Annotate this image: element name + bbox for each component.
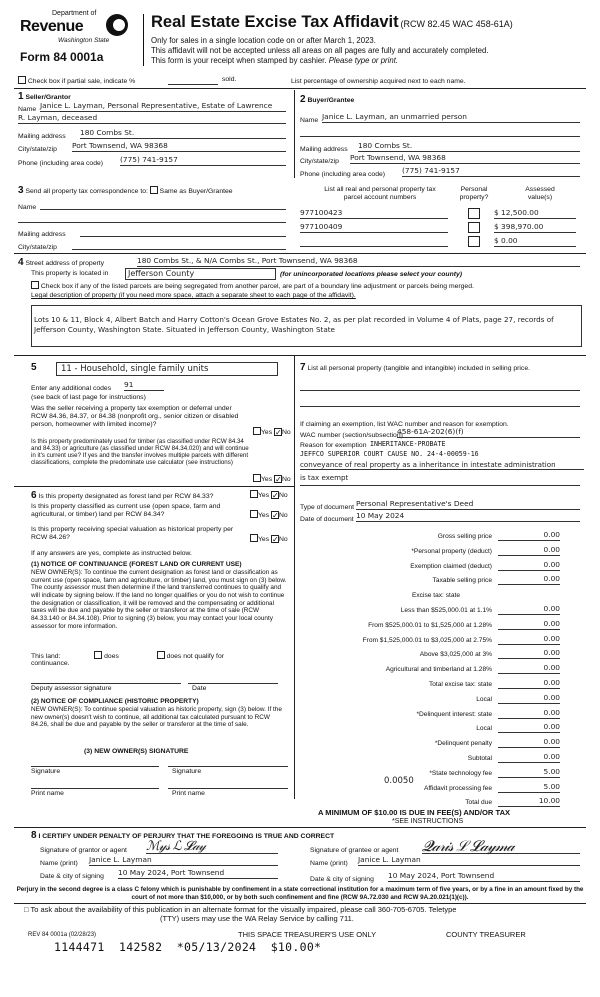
tax-row-label: *Delinquent interest: state <box>416 711 492 718</box>
s6-q3-no-label: No <box>278 536 288 543</box>
buyer-name-field[interactable]: Janice L. Layman, an unmarried person <box>322 113 580 123</box>
owner-print-line-1 <box>31 788 159 789</box>
tax-row-label: Less than $525,000.01 at 1.1% <box>400 607 492 614</box>
s5-q2-no-label: No <box>281 476 291 483</box>
accessibility-text-1: To ask about the availability of this publication in an alternate format for the visually impaired, please call 360-705-6705. Teletype <box>30 905 457 914</box>
s3-mail-label: Mailing address <box>18 231 66 238</box>
deputy-date-label: Date <box>192 685 207 692</box>
s5-q2-answer <box>253 474 291 484</box>
tax-row-value[interactable]: 5.00 <box>498 783 560 793</box>
tax-row-label: Local <box>476 725 492 732</box>
divider-s5-s7 <box>294 356 295 799</box>
rule-s6 <box>14 486 294 487</box>
tax-row-label: Taxable selling price <box>432 577 492 584</box>
new-owner-sig-title: (3) NEW OWNER(S) SIGNATURE <box>84 748 189 755</box>
s6-q2-no-label: No <box>278 512 288 519</box>
form-citation: (RCW 82.45 WAC 458-61A) <box>400 19 513 29</box>
continuance-title: (1) NOTICE OF CONTINUANCE (FOREST LAND OR CURRENT USE) <box>31 561 242 568</box>
reason-line-4[interactable]: is tax exempt <box>300 473 349 482</box>
codes-note: (see back of last page for instructions) <box>31 394 146 401</box>
partial-sale-label: Check box if partial sale, indicate % <box>27 78 136 85</box>
seller-name-label: Name <box>18 106 37 113</box>
doc-date-field[interactable]: 10 May 2024 <box>356 512 580 522</box>
owner-signature-label-2: Signature <box>172 768 202 775</box>
s3-name-label: Name <box>18 204 37 211</box>
accessibility-bullet-icon: □ <box>24 905 31 914</box>
owner-sig-line-2 <box>168 766 288 767</box>
legal-label: Legal description of property (if you need more space, attach a separate sheet to each page of the affidavit). <box>31 292 356 299</box>
parcel-header-1: List all real and personal property tax <box>324 186 436 193</box>
rule-s5 <box>14 355 586 356</box>
tax-row-label: Subtotal <box>467 755 492 762</box>
does-not-qualify-label: does not qualify for <box>166 653 224 660</box>
s6-q2-no-checkbox[interactable]: ✓ <box>271 511 279 520</box>
tax-row-label: From $525,000.01 to $1,525,000 at 1.28% <box>368 622 492 629</box>
s6-q2: Is this property classified as current use (open space, farm and agricultural, or timber) land per RCW 84.34? <box>31 503 221 518</box>
seller-name-line-1[interactable]: Janice L. Layman, Personal Representative, Estate of Lawrence <box>40 102 286 112</box>
tax-row-value[interactable]: 0.00 <box>498 605 560 615</box>
grantor-sig-label: Signature of grantor or agent <box>40 847 127 854</box>
tax-row-label: Exemption claimed (deduct) <box>410 563 492 570</box>
s3-mail-field[interactable] <box>80 227 286 237</box>
s5-q2: Is this property predominately used for timber (as classified under RCW 84.34 and 84.33) or agriculture (as classified under RCW 84.34.020) and will continue in it's current use? If yes and the transfer involves multiple parcels with different classifications, complete the predominate use calculator (see instructions) <box>31 438 249 467</box>
parcel-number-1[interactable]: 977100423 <box>300 209 448 219</box>
street-label: Street address of property <box>25 260 105 267</box>
tax-row-value[interactable]: 0.00 <box>498 620 560 630</box>
perjury-notice: Perjury in the second degree is a class C felony which is punishable by confinement in a state correctional institution for a maximum term of five years, or by a fine in an amount fixed by the court of not more than $10,000, or by both such confinement and fine (RCW 9A.72.030 and RCW 9A.20.021(1)(c)). <box>16 886 584 901</box>
section-8-title: I CERTIFY UNDER PENALTY OF PERJURY THAT THE FOREGOING IS TRUE AND CORRECT <box>38 833 335 840</box>
seller-city-field[interactable]: Port Townsend, WA 98368 <box>72 142 286 152</box>
minimum-due-note: A MINIMUM OF $10.00 IS DUE IN FEE(S) AND/OR TAX <box>318 808 511 817</box>
owner-print-line-2 <box>168 788 288 789</box>
personal-checkbox-1[interactable] <box>468 208 480 219</box>
partial-sale-sold-label: sold. <box>222 76 237 83</box>
location-label: This property is located in <box>31 270 109 277</box>
header-divider <box>143 14 144 66</box>
s5-q1-no-checkbox[interactable]: ✓ <box>274 428 282 437</box>
section-7-number: 7 <box>300 362 306 373</box>
section-1-title: Seller/Grantor <box>25 94 71 101</box>
historic-text: NEW OWNER(S): To continue special valuation as historic property, sign (3) below. If the new owner(s) doesn't wish to continue, all additional tax calculated pursuant to RCW 84.26, shall be due and payable by the seller or transferor at the time of sale. <box>31 706 282 729</box>
tax-row-value[interactable]: 10.00 <box>498 797 560 807</box>
buyer-name-line-2 <box>300 136 580 137</box>
doc-date-label: Date of document <box>300 516 354 523</box>
section-3-title: Send all property tax correspondence to: <box>25 188 148 195</box>
grantor-signature-mark: ℳ𝓎𝓈 ℒ 𝓛𝒶𝓎 <box>146 839 206 854</box>
logo-state-text: Washington State <box>58 37 110 44</box>
does-qualify-checkbox[interactable] <box>94 651 102 659</box>
segregated-row <box>31 281 474 291</box>
parcel-number-2[interactable]: 977100409 <box>300 223 448 233</box>
assessed-value-3[interactable]: $ 0.00 <box>494 237 576 247</box>
s3-city-field[interactable] <box>72 240 286 250</box>
tax-row-label: From $1,525,000.01 to $3,025,000 at 2.75% <box>362 637 492 644</box>
s6-q2-yes-label: Yes <box>258 512 270 519</box>
owner-sig-line-1 <box>31 766 159 767</box>
s5-q1-answer <box>253 427 291 437</box>
s5-q1-yes-label: Yes <box>261 429 273 436</box>
section-2-title: Buyer/Grantee <box>307 97 355 104</box>
owner-print-label-1: Print name <box>31 790 64 797</box>
additional-codes-label: Enter any additional codes <box>31 385 112 392</box>
reason-line-3[interactable]: conveyance of real property as a inheritance in intestate administration <box>300 461 584 470</box>
buyer-phone-label: Phone (including area code) <box>300 171 386 178</box>
s6-q1-no-checkbox[interactable]: ✓ <box>271 491 279 500</box>
buyer-mail-label: Mailing address <box>300 146 348 153</box>
divider-s1-s2 <box>294 90 295 178</box>
s6-q1-no-label: No <box>278 492 288 499</box>
tax-row-value[interactable]: 5.00 <box>498 768 560 778</box>
tax-row-value[interactable]: 0.00 <box>498 709 560 719</box>
parcel-header-2: parcel account numbers <box>343 194 417 201</box>
section-8-number: 8 <box>31 830 37 841</box>
rule-footer <box>14 903 586 904</box>
buyer-city-label: City/state/zip <box>300 158 339 165</box>
tax-row-label: Total excise tax: state <box>428 681 492 688</box>
legal-description-field[interactable]: Lots 10 & 11, Block 4, Albert Batch and Harry Cotton's Ocean Grove Estates No. 2, as per plat recorded in Volume 4 of Plats, page 27, records of Jefferson County, Washington State. Situated in Jefferson County, Washington State <box>31 305 582 347</box>
rule-top <box>14 88 586 89</box>
logo-brand-text: Revenue <box>20 18 84 35</box>
s6-q1-yes-label: Yes <box>258 492 270 499</box>
section-3-number: 3 <box>18 185 24 196</box>
same-as-buyer-checkbox[interactable] <box>150 186 158 194</box>
wac-label: WAC number (section/subsection) <box>300 432 403 439</box>
use-code-select[interactable]: 11 - Household, single family units <box>56 362 278 376</box>
assessed-value-1[interactable]: $ 12,500.00 <box>494 209 576 219</box>
parcel-number-3[interactable] <box>300 237 448 247</box>
grantor-date-field[interactable]: 10 May 2024, Port Townsend <box>118 869 278 879</box>
partial-sale-checkbox[interactable] <box>18 76 26 84</box>
seller-mail-field[interactable]: 180 Combs St. <box>80 129 286 139</box>
s6-q1-yes-checkbox[interactable] <box>250 490 258 498</box>
tax-row-label: Above $3,025,000 at 3% <box>419 651 492 658</box>
form-title: Real Estate Excise Tax Affidavit <box>151 13 399 31</box>
county-treasurer-label: COUNTY TREASURER <box>446 930 526 939</box>
logo-dept-text: Department of <box>52 10 97 17</box>
tax-row-value[interactable]: 0.00 <box>498 575 560 585</box>
section-1-number: 1 <box>18 91 24 102</box>
s6-q3-yes-checkbox[interactable] <box>250 534 258 542</box>
buyer-city-field[interactable]: Port Townsend, WA 98368 <box>350 154 580 164</box>
buyer-phone-field[interactable]: (775) 741-9157 <box>402 167 580 177</box>
seller-name-line-2[interactable]: R. Layman, deceased <box>18 114 286 124</box>
header-note-3a: This form is your receipt when stamped by cashier. <box>151 56 327 65</box>
section-2-number: 2 <box>300 94 306 105</box>
form-number: Form 84 0001a <box>20 50 104 64</box>
doc-type-label: Type of document <box>300 504 355 511</box>
partial-sale-row <box>18 76 237 86</box>
tax-row-label: Gross selling price <box>437 533 492 540</box>
assessed-value-2[interactable]: $ 398,970.00 <box>494 223 576 233</box>
s5-q1: Was the seller receiving a property tax exemption or deferral under RCW 84.36, 84.37, or 84.38 (nonprofit org., senior citizen or disabled person, homeowner with limited income)? <box>31 405 239 428</box>
grantee-signature-mark: 𝓠𝒶𝓇𝒾𝓈 ℒ 𝓛𝒶𝓎𝓂𝒶 <box>422 837 514 855</box>
section-4-number: 4 <box>18 257 24 268</box>
location-note: (for unincorporated locations please select your county) <box>280 271 463 278</box>
grantee-name-field[interactable]: Janice L. Layman <box>358 856 580 866</box>
grantee-signature[interactable] <box>422 838 580 854</box>
s6-q1 <box>31 490 213 502</box>
grantee-date-field[interactable]: 10 May 2024, Port Townsend <box>388 872 580 882</box>
seller-mail-label: Mailing address <box>18 133 66 140</box>
s6-q3-answer <box>250 534 288 544</box>
ownership-note: List percentage of ownership acquired next to each name. <box>291 78 466 85</box>
reason-line-1[interactable]: INHERITANCE-PROBATE <box>370 440 446 448</box>
tax-row-label: Total due <box>465 799 492 806</box>
same-as-buyer-label: Same as Buyer/Grantee <box>159 188 233 195</box>
historic-title: (2) NOTICE OF COMPLIANCE (HISTORIC PROPERTY) <box>31 698 199 705</box>
assessed-header-1: Assessed <box>525 186 555 193</box>
receipt-stamp: 1144471 142582 *05/13/2024 $10.00* <box>54 940 322 954</box>
this-land-label: This land: <box>31 653 61 660</box>
section-5-number: 5 <box>31 362 37 373</box>
tax-row-value[interactable]: 0.00 <box>498 723 560 733</box>
seller-phone-field[interactable]: (775) 741-9157 <box>120 156 286 166</box>
personal-header-1: Personal <box>460 186 488 193</box>
deputy-sig-line <box>31 683 181 684</box>
s3-name-field[interactable] <box>40 200 286 210</box>
personal-header-2: property? <box>459 194 489 201</box>
personal-prop-line-2 <box>300 406 580 407</box>
grantor-name-field[interactable]: Janice L. Layman <box>89 856 278 866</box>
tax-row-label: *State technology fee <box>429 770 492 777</box>
street-address-field[interactable]: 180 Combs St., & N/A Combs St., Port Townsend, WA 98368 <box>137 257 580 267</box>
s5-q1-yes-checkbox[interactable] <box>253 427 261 435</box>
seller-city-label: City/state/zip <box>18 146 57 153</box>
rule-s8 <box>14 827 586 828</box>
treasurer-space-label: THIS SPACE TREASURER'S USE ONLY <box>238 930 377 939</box>
continuance-text: NEW OWNER(S): To continue the current designation as forest land or classification as current use (open space, farm and agriculture, or timber) land, you must sign on (3) below. The county assessor must then determine if the land transferred continues to qualify and will indicate by signing below. If the land no longer qualifies or you do not wish to continue the designation or classification, it will be removed and the compensating or additional taxes will be due and payable by the seller or transferor at the time of sale (RCW 84.33.140 or 84.34.108). Prior to signing (3) below, you may contact your local county assessor for more information. <box>31 569 287 630</box>
deputy-sig-label: Deputy assessor signature <box>31 685 112 692</box>
seller-phone-label: Phone (including area code) <box>18 160 104 167</box>
tax-row-label: *Personal property (deduct) <box>411 548 492 555</box>
continuance-word: continuance. <box>31 660 70 667</box>
accessibility-line-2: (TTY) users may use the WA Relay Service by calling 711. <box>160 914 354 923</box>
revision-label: REV 84 0001a (02/28/23) <box>28 932 97 938</box>
tax-row-value[interactable]: 0.00 <box>498 561 560 571</box>
tax-row-value[interactable]: 0.00 <box>498 679 560 689</box>
form-title-row <box>151 13 513 32</box>
reason-label: Reason for exemption <box>300 442 367 449</box>
segregated-label: Check box if any of the listed parcels are being segregated from another parcel, are part of a boundary line adjustment or parcels being merged. <box>40 283 474 290</box>
s5-q2-yes-label: Yes <box>261 476 273 483</box>
owner-signature-label-1: Signature <box>31 768 61 775</box>
s5-q1-no-label: No <box>281 429 291 436</box>
reason-underline <box>300 485 580 486</box>
additional-codes-field[interactable]: 91 <box>124 381 164 391</box>
header-note-2: This affidavit will not be accepted unless all areas on all pages are fully and accurately completed. <box>151 46 489 55</box>
tax-row-label: Affidavit processing fee <box>423 785 492 792</box>
personal-checkbox-2[interactable] <box>468 222 480 233</box>
local-rate: 0.0050 <box>384 776 414 786</box>
tax-row-value[interactable]: 0.00 <box>498 753 560 763</box>
s6-q2-yes-checkbox[interactable] <box>250 510 258 518</box>
assessed-header-2: value(s) <box>527 194 553 201</box>
s3-city-label: City/state/zip <box>18 244 57 251</box>
s6-q3-no-checkbox[interactable]: ✓ <box>271 535 279 544</box>
section-7-title: List all personal property (tangible and intangible) included in selling price. <box>307 365 530 372</box>
s6-q1-answer <box>250 490 288 500</box>
partial-sale-percent-input[interactable] <box>168 84 218 85</box>
owner-print-label-2: Print name <box>172 790 205 797</box>
doc-type-field[interactable]: Personal Representative's Deed <box>356 500 580 510</box>
grantee-date-label: Date & city of signing <box>310 876 374 883</box>
tax-row-value[interactable]: 0.00 <box>498 649 560 659</box>
grantee-name-label: Name (print) <box>310 860 348 867</box>
wac-field[interactable]: 458-61A-202(6)(f) <box>397 428 580 438</box>
does-qualify-label: does <box>104 653 119 660</box>
buyer-name-label: Name <box>300 117 319 124</box>
grantor-name-label: Name (print) <box>40 860 78 867</box>
grantee-sig-label: Signature of grantee or agent <box>310 847 399 854</box>
header-note-3b: Please type or print. <box>328 56 399 65</box>
buyer-mail-field[interactable]: 180 Combs St. <box>358 142 580 152</box>
reason-line-2[interactable]: JEFFCO SUPERIOR COURT CAUSE NO. 24-4-00059-16 <box>300 450 479 458</box>
deputy-date-line <box>188 683 278 684</box>
grantor-date-label: Date & city of signing <box>40 873 104 880</box>
tax-row-label: Local <box>476 696 492 703</box>
s6-q4: If any answers are yes, complete as instructed below. <box>31 550 192 557</box>
see-instructions-note: *SEE INSTRUCTIONS <box>392 818 464 825</box>
s5-q2-no-checkbox[interactable]: ✓ <box>274 475 282 484</box>
s6-q2-answer <box>250 510 288 520</box>
tax-row-value[interactable]: 0.00 <box>498 738 560 748</box>
section-2-heading <box>300 94 354 106</box>
rule-s4 <box>14 253 586 254</box>
does-not-qualify-checkbox[interactable] <box>157 651 165 659</box>
personal-checkbox-3[interactable] <box>468 236 480 247</box>
s6-q3-yes-label: Yes <box>258 536 270 543</box>
segregated-checkbox[interactable] <box>31 281 39 289</box>
section-4-street-row <box>18 257 104 269</box>
tax-row-value[interactable]: 0.00 <box>498 664 560 674</box>
tax-row-value[interactable]: 0.00 <box>498 635 560 645</box>
tax-row-label: *Delinquent penalty <box>434 740 492 747</box>
s6-q1-text: Is this property designated as forest land per RCW 84.33? <box>38 493 214 500</box>
section-7-heading <box>300 362 580 374</box>
personal-prop-line-1 <box>300 390 580 391</box>
tax-row-label: Agricultural and timberland at 1.28% <box>385 666 492 673</box>
tax-row-value[interactable]: 0.00 <box>498 546 560 556</box>
s3-name-line-2 <box>18 222 286 223</box>
s5-q2-yes-checkbox[interactable] <box>253 474 261 482</box>
county-select[interactable]: Jefferson County <box>125 268 276 280</box>
tax-row-value[interactable]: 0.00 <box>498 694 560 704</box>
logo-swirl-inner-icon <box>113 19 125 31</box>
tax-row-label: Excise tax: state <box>411 592 460 599</box>
header-note-3 <box>151 57 398 66</box>
header-note-1: Only for sales in a single location code on or after March 1, 2023. <box>151 36 376 45</box>
section-3-heading <box>18 185 233 197</box>
section-6-number: 6 <box>31 490 37 501</box>
exemption-label: If claiming an exemption, list WAC number and reason for exemption. <box>300 421 509 428</box>
tax-row-value[interactable]: 0.00 <box>498 531 560 541</box>
grantor-signature[interactable] <box>146 840 278 854</box>
s6-q3: Is this property receiving special valuation as historical property per RCW 84.26? <box>31 526 234 541</box>
